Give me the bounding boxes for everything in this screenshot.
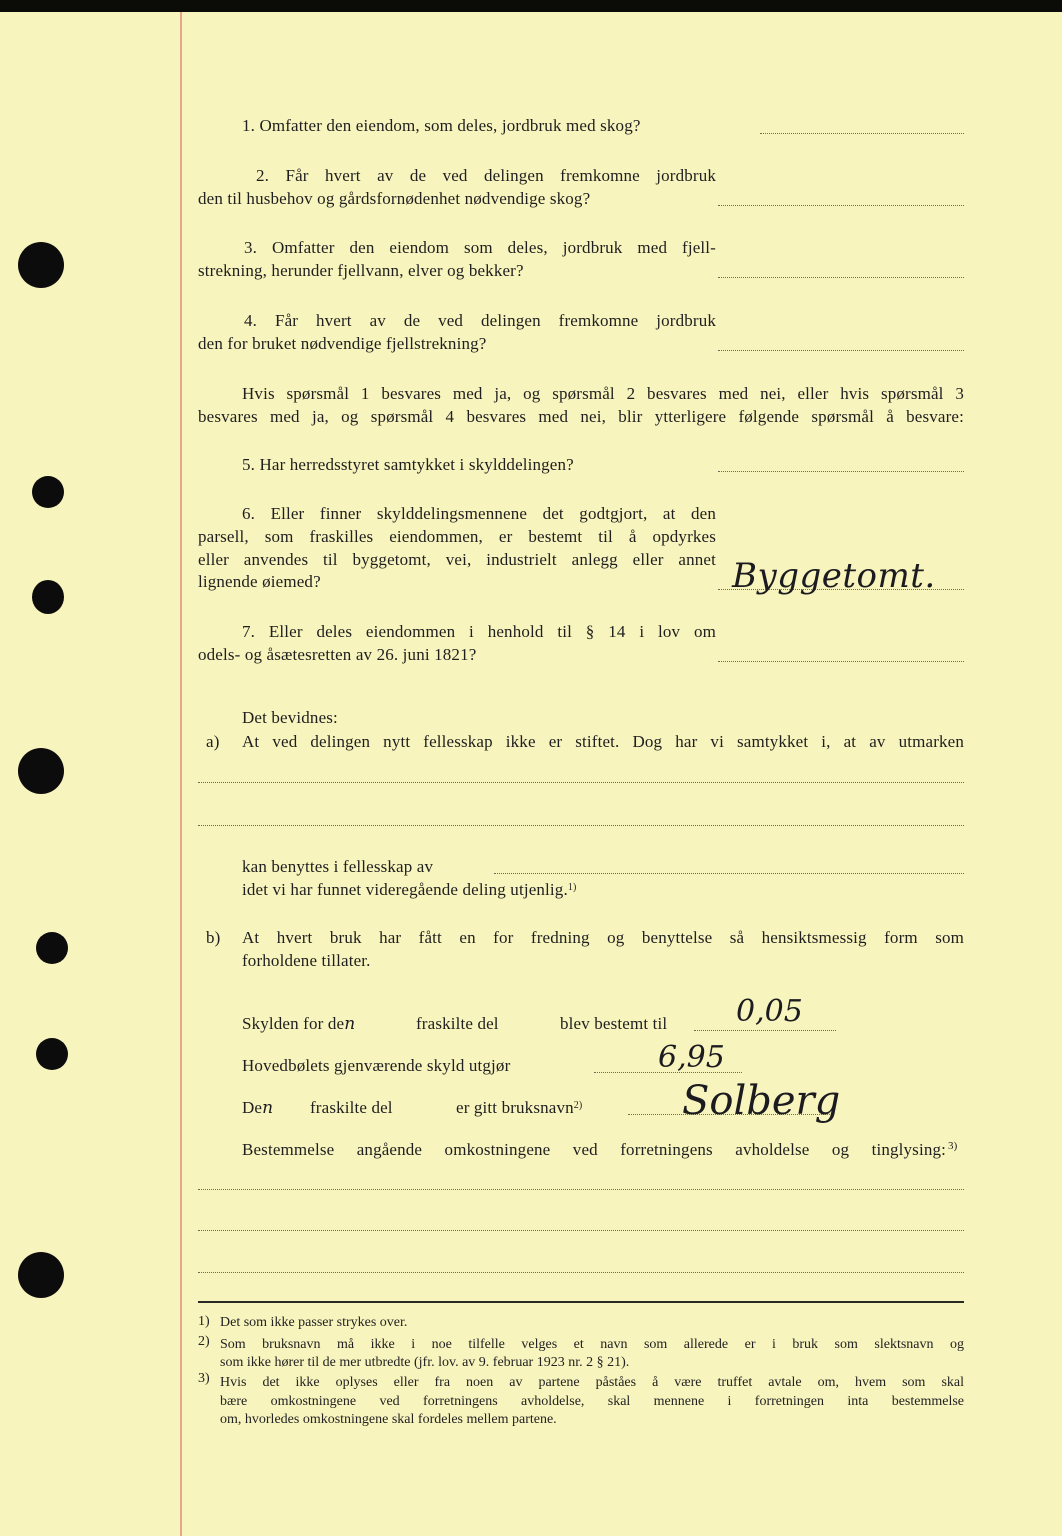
punch-hole [36, 932, 68, 964]
footnote-3-line-2: bære omkostningene ved forretningens avholdelse, skal mennene i forretningen inta bestemmelse [220, 1394, 964, 1409]
cost-fill-line-2[interactable] [198, 1230, 964, 1231]
question-6-line-3: eller anvendes til byggetomt, vei, industrielt anlegg eller annet [198, 550, 716, 569]
question-4-line-1: 4. Får hvert av de ved delingen fremkomne jordbruk [244, 311, 716, 330]
skyld-label-suffix: blev bestemt til [560, 1014, 668, 1033]
handwritten-bruksnavn: Solberg [682, 1078, 841, 1124]
conditional-line-2: besvares med ja, og spørsmål 4 besvares med nei, blir ytterligere følgende spørsmål å besvare: [198, 407, 964, 426]
handwritten-answer-q6: Byggetomt. [732, 556, 936, 596]
handwritten-correction: n [344, 1014, 356, 1034]
item-a-fill-line-1[interactable] [198, 782, 964, 783]
handwritten-hovedbol-value: 6,95 [658, 1040, 725, 1075]
answer-line-q5[interactable] [718, 471, 964, 472]
footnote-ref-3: 3) [948, 1140, 958, 1152]
cost-label: Bestemmelse angående omkostningene ved forretningens avholdelse og tinglysing: [242, 1140, 946, 1159]
hovedbol-label: Hovedbølets gjenværende skyld utgjør [242, 1056, 511, 1075]
handwritten-correction: n [262, 1098, 274, 1118]
skyld-label: Skylden for den [242, 1014, 356, 1034]
item-b-label: b) [206, 928, 221, 947]
question-2-line-2: den til husbehov og gårdsfornødenhet nødvendige skog? [198, 189, 591, 208]
bruksnavn-label-part: fraskilte del [310, 1098, 393, 1117]
footnote-1: Det som ikke passer strykes over. [220, 1315, 408, 1330]
footnote-3-line-1: Hvis det ikke oplyses eller fra noen av partene påståes å være truffet avtale om, hvem som skal [220, 1375, 964, 1390]
answer-line-q3[interactable] [718, 277, 964, 278]
footnote-1-mark: 1) [198, 1314, 210, 1329]
question-7-line-1: 7. Eller deles eiendommen i henhold til § 14 i lov om [242, 622, 716, 641]
item-a-label: a) [206, 732, 220, 751]
footnote-divider [198, 1301, 964, 1303]
question-6-line-4: lignende øiemed? [198, 572, 321, 591]
footnote-2-mark: 2) [198, 1334, 210, 1349]
question-5: 5. Har herredsstyret samtykket i skylddelingen? [242, 455, 574, 474]
common-use-fill-line[interactable] [494, 873, 964, 874]
punch-hole [18, 748, 64, 794]
punch-hole [18, 242, 64, 288]
footnote-2-line-1: Som bruksnavn må ikke i noe tilfelle velges et navn som allerede er i bruk som slektsnavn og [220, 1337, 964, 1352]
punch-hole [36, 1038, 68, 1070]
answer-line-q2[interactable] [718, 205, 964, 206]
answer-line-q7[interactable] [718, 661, 964, 662]
question-3-line-1: 3. Omfatter den eiendom som deles, jordbruk med fjell- [244, 238, 716, 257]
answer-line-q4[interactable] [718, 350, 964, 351]
question-1: 1. Omfatter den eiendom, som deles, jordbruk med skog? [242, 116, 641, 135]
conditional-line-1: Hvis spørsmål 1 besvares med ja, og spørsmål 2 besvares med nei, eller hvis spørsmål 3 [242, 384, 964, 403]
division-reason: idet vi har funnet videregående deling utjenlig.$^{1)}$ [242, 880, 577, 899]
answer-line-q1[interactable] [760, 133, 964, 134]
margin-rule [180, 12, 182, 1536]
certification-intro: Det bevidnes: [242, 708, 338, 727]
question-4-line-2: den for bruket nødvendige fjellstrekning? [198, 334, 487, 353]
item-a-fill-line-2[interactable] [198, 825, 964, 826]
item-b-line-1: At hvert bruk har fått en for fredning og benyttelse så hensiktsmessig form som [242, 928, 964, 947]
footnote-3-line-3: om, hvorledes omkostningene skal fordeles mellem partene. [220, 1412, 557, 1427]
punch-hole [18, 1252, 64, 1298]
question-2-line-1: 2. Får hvert av de ved delingen fremkomne jordbruk [256, 166, 716, 185]
question-3-line-2: strekning, herunder fjellvann, elver og bekker? [198, 261, 524, 280]
handwritten-skyld-value: 0,05 [736, 994, 803, 1029]
bruksnavn-label-suffix: er gitt bruksnavn$^{2)}$ [456, 1098, 583, 1117]
bruksnavn-label: Den [242, 1098, 274, 1118]
cost-fill-line-1[interactable] [198, 1189, 964, 1190]
question-6-line-1: 6. Eller finner skylddelingsmennene det godtgjort, at den [242, 504, 716, 523]
footnote-2-line-2: som ikke hører til de mer utbredte (jfr. lov. av 9. februar 1923 nr. 2 § 21). [220, 1355, 630, 1370]
scan-top-edge [0, 0, 1062, 12]
question-7-line-2: odels- og åsætesretten av 26. juni 1821? [198, 645, 477, 664]
footnote-3-mark: 3) [198, 1371, 210, 1386]
punch-hole [32, 476, 64, 508]
skyld-fill-line[interactable] [694, 1030, 836, 1031]
punch-hole [32, 580, 64, 614]
cost-fill-line-3[interactable] [198, 1272, 964, 1273]
footnote-ref-1: 1) [567, 882, 577, 893]
skyld-label-part: fraskilte del [416, 1014, 499, 1033]
item-a-text: At ved delingen nytt fellesskap ikke er stiftet. Dog har vi samtykket i, at av utmarken [242, 732, 964, 751]
item-b-line-2: forholdene tillater. [242, 951, 371, 970]
common-use-label: kan benyttes i fellesskap av [242, 857, 434, 876]
question-6-line-2: parsell, som fraskilles eiendommen, er bestemt til å opdyrkes [198, 527, 716, 546]
footnote-ref-2: 2) [573, 1100, 583, 1111]
